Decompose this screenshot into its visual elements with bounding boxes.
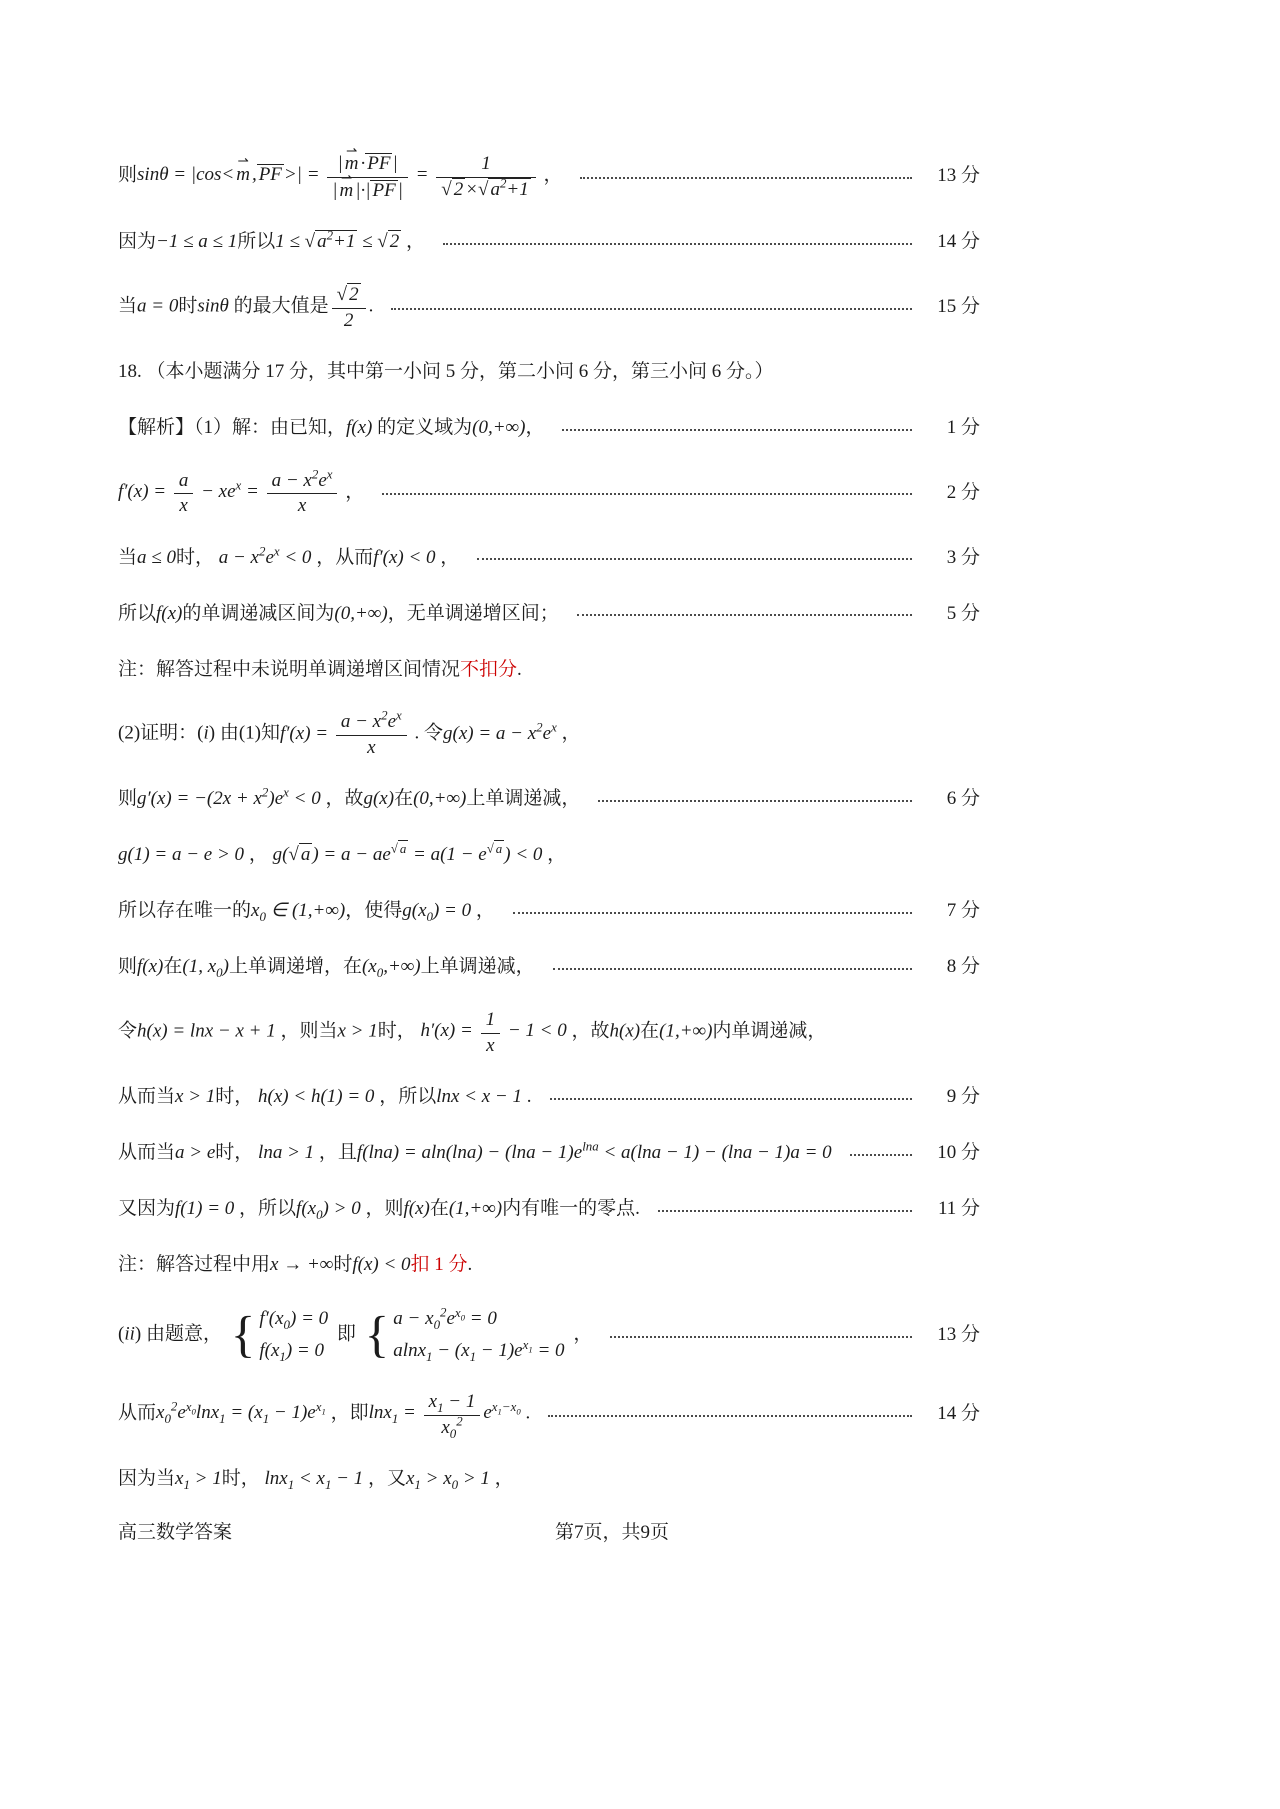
dot-leader: [850, 1154, 912, 1156]
score-label: 15 分: [937, 295, 980, 317]
solution-line: [118, 951, 980, 983]
dot-leader: [443, 243, 912, 245]
line-text: 则f(x)在(1, $x_0$)上单调递增，在$(x_0,+\infty)$上单调递减，: [118, 956, 535, 981]
page-footer: [118, 1519, 980, 1549]
score-label: 14 分: [937, 231, 980, 252]
problem-18-header: [118, 356, 980, 388]
line-text: 因为−1 ≤ a ≤ 1所以1 ≤ √ $a^2+1$ ≤ √ 2 ，: [118, 227, 425, 252]
line-text: (ii) 由题意， { $f'(x_0) = 0$ $f(x_1) = 0$ 即 { $a - x_0^2e^{x_0} = 0$ $alnx_1 - (x_1 - 1)e^{x_1} = 0$ ，: [118, 1304, 593, 1365]
line-text: 18. （本小题满分 17 分，其中第一小问 5 分，第二小问 6 分，第三小问 6 分。）: [118, 360, 774, 382]
grading-note: [118, 653, 980, 685]
line-text: 注：解答过程中用x → +∞时f(x) < 0扣 1 分.: [118, 1254, 473, 1276]
score-label: 11 分: [937, 1198, 980, 1220]
solution-line: [118, 541, 980, 573]
score-label: 10 分: [937, 1142, 980, 1164]
line-text: 当a ≤ 0时， $a - x^2e^x < 0$ ，从而f′(x) < 0 ，: [118, 543, 460, 568]
footer-page-number: 第7页，共9页: [555, 1521, 670, 1543]
solution-line: [118, 468, 980, 518]
grading-note: [118, 1249, 980, 1281]
line-text: 又因为f(1) = 0 ，所以$f(x_0) > 0$ ，则f(x)在(1,+∞)内有唯一的零点.: [118, 1198, 640, 1222]
dot-leader: [391, 308, 912, 310]
solution-line: [118, 1007, 980, 1057]
line-text: 则$g'(x) = -(2x + x^2)e^x < 0$ ，故g(x)在(0,+∞)上单调递减，: [118, 785, 581, 810]
solution-line: [118, 597, 980, 629]
solution-line: [118, 412, 980, 444]
line-text: 令h(x) = lnx − x + 1 ，则当x > 1时， h′(x) = $\frac{1}{x}$ − 1 < 0 ，故h(x)在(1,+∞)内单调递减，: [118, 1009, 827, 1057]
dot-leader: [550, 1098, 913, 1100]
dot-leader: [580, 177, 912, 179]
dot-leader: [562, 429, 912, 431]
line-text: 因为当$x_1 > 1$时， $\ln x_1 < x_1 - 1$ ，又$x_1 > x_0 > 1$ ，: [118, 1468, 514, 1492]
score-label: 5 分: [946, 602, 980, 624]
dot-leader: [598, 800, 912, 802]
solution-line: [118, 709, 980, 759]
score-label: 1 分: [946, 416, 980, 438]
dot-leader: [382, 493, 912, 495]
solution-line: [118, 226, 980, 258]
solution-line: [118, 1137, 980, 1169]
solution-line: [118, 1305, 980, 1365]
score-label: 7 分: [946, 900, 980, 922]
line-text: 所以存在唯一的$x_0$ ∈ (1,+∞)，使得$g(x_0) = 0$ ，: [118, 900, 495, 925]
line-text: 【解析】（1）解：由已知，f(x) 的定义域为(0,+∞)，: [118, 416, 545, 438]
solution-line: [118, 1081, 980, 1113]
solution-line: [118, 1389, 980, 1439]
score-label: 3 分: [946, 546, 980, 568]
dot-leader: [577, 614, 912, 616]
dot-leader: [548, 1415, 912, 1417]
solution-line: [118, 895, 980, 927]
solution-line: [118, 1463, 980, 1495]
solution-line: [118, 1193, 980, 1225]
line-text: f′(x) = $\frac{a}{x}$ − $xe^x$ = $\frac{a - x^2e^x}{x}$ ，: [118, 466, 365, 517]
dot-leader: [513, 912, 912, 914]
line-text: 从而当x > 1时， h(x) < h(1) = 0 ，所以lnx < x − 1 .: [118, 1086, 532, 1108]
solution-line: [118, 150, 980, 202]
line-text: 从而当a > e时， lna > 1 ，且$f(\ln a) = aln(\ln a) - (\ln a - 1)e^{lna} < a(\ln a - 1) - (\ln a - 1)a = 0$: [118, 1138, 832, 1164]
score-label: 8 分: [946, 956, 980, 978]
score-label: 14 分: [937, 1403, 980, 1425]
dot-leader: [477, 558, 912, 560]
solution-line: [118, 282, 980, 332]
score-label: 13 分: [937, 165, 980, 187]
score-label: 2 分: [946, 481, 980, 503]
dot-leader: [658, 1210, 912, 1212]
score-label: 13 分: [937, 1324, 980, 1346]
score-label: 6 分: [946, 788, 980, 810]
dot-leader: [553, 968, 912, 970]
line-text: g(1) = a − e > 0 ， g(√ a ) = $a - ae^{√ a} = a(1 - e^{√ a}$ ) < 0 ，: [118, 841, 567, 866]
line-text: 注：解答过程中未说明单调递增区间情况不扣分.: [118, 658, 522, 680]
line-text: 从而$x_0^2e^{x_0}\ln x_1 = (x_1 - 1)e^{x_1}$ ，即lnx$_1$ = $\frac{x_1 - 1}{x_0^2}$ $e^{x_1-x_0}$ .: [118, 1391, 531, 1441]
footer-document-title: 高三数学答案: [118, 1521, 233, 1543]
line-text: (2)证明：(i) 由(1)知f′(x) = $\frac{a - x^2e^x}{x}$ . 令$g(x) = a - x^2e^x$ ，: [118, 708, 581, 759]
dot-leader: [610, 1336, 912, 1338]
solution-line: [118, 839, 980, 871]
line-text: 当a = 0时sinθ 的最大值是 $\frac{√ 2}{2}$ .: [118, 283, 374, 331]
line-text: 则sinθ = |cos< m ⇀ , PF >| = $\frac{| m ⇀ \cdot PF |}{| m ⇀ |\cdot| PF |}$ = $\frac{1}{√ 2 \times√ a^2+1}$ ，: [118, 150, 562, 202]
line-text: 所以f(x)的单调递减区间为(0,+∞)，无单调递增区间；: [118, 602, 559, 624]
solution-line: [118, 783, 980, 815]
score-label: 9 分: [946, 1086, 980, 1108]
